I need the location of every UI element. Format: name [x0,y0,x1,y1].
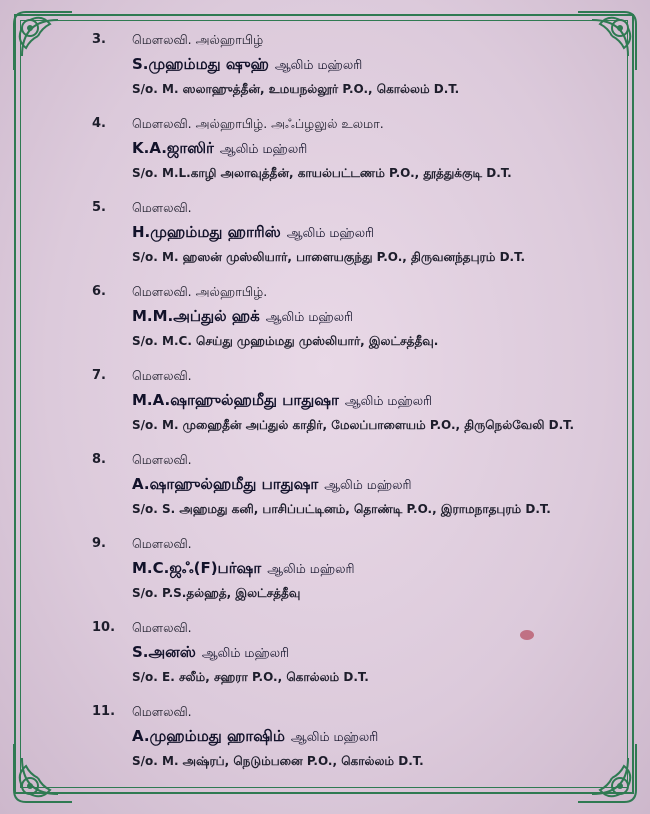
entry-name-text: H.முஹம்மது ஹாரிஸ் [132,223,281,241]
entry-number: 10. [92,620,116,635]
corner-ornament-icon [8,738,78,808]
entry-name-text: A.ஷாஹுல்ஹமீது பாதுஷா [132,475,319,493]
entry-degree: ஆலிம் மஹ்லரி [219,141,308,156]
entry-title: மௌலவி. [132,620,192,635]
entry-number: 4. [92,116,106,131]
entry-name [132,223,374,243]
entry-name-text: M.A.ஷாஹுல்ஹமீது பாதுஷா [132,391,339,409]
entry-name [132,55,362,75]
entry-number: 3. [92,32,106,47]
entry-degree: ஆலிம் மஹ்லரி [344,393,433,408]
entry-name-text: M.C.ஜஃ(F)பர்ஷா [132,559,262,577]
entry-name-text: S.அனஸ் [132,643,196,661]
entry-degree: ஆலிம் மஹ்லரி [267,561,355,576]
entry-name-text: A.முஹம்மது ஹாஷிம் [132,727,285,745]
entry-name [132,643,289,663]
entry-parentage: S/o. M. அஷ்ரப், நெடும்பனை P.O., கொல்லம் D.T. [132,754,424,768]
entry-name [132,391,432,411]
entry-title: மௌலவி. அல்ஹாபிழ். அஃப்ழலுல் உலமா. [132,116,384,131]
ink-stain [520,630,534,640]
entry-title: மௌலவி. [132,536,192,551]
entry-name-text: M.M.அப்துல் ஹக் [132,307,260,325]
entry-name [132,475,412,495]
entry-parentage: S/o. M.C. செய்து முஹம்மது முஸ்லியார், இலட்சத்தீவு. [132,334,439,348]
entry-title: மௌலவி. அல்ஹாபிழ் [132,32,264,47]
entry-number: 7. [92,368,106,383]
entry-number: 11. [92,704,116,719]
entry-number: 8. [92,452,106,467]
entry-degree: ஆலிம் மஹ்லரி [274,57,363,72]
entry-degree: ஆலிம் மஹ்லரி [286,225,375,240]
corner-ornament-icon [8,6,78,76]
entry-parentage: S/o. M. ஹஸன் முஸ்லியார், பாளையகுந்து P.O., திருவனந்தபுரம் D.T. [132,250,526,264]
entry-name-text: S.முஹம்மது ஷுஹ் [132,55,269,73]
entry-name [132,727,378,747]
entry-parentage: S/o. M.L.காழி அலாவுத்தீன், காயல்பட்டணம் P.O., தூத்துக்குடி D.T. [132,166,512,180]
entry-degree: ஆலிம் மஹ்லரி [201,645,290,660]
entry-degree: ஆலிம் மஹ்லரி [290,729,379,744]
entry-degree: ஆலிம் மஹ்லரி [324,477,412,492]
entry-name [132,559,355,579]
entry-number: 6. [92,284,106,299]
entry-parentage: S/o. M. முஹைதீன் அப்துல் காதிர், மேலப்பாளையம் P.O., திருநெல்வேலி D.T. [132,418,575,432]
entry-name [132,307,353,327]
entry-name [132,139,307,159]
entry-number: 9. [92,536,106,551]
entry-title: மௌலவி. [132,368,192,383]
entry-parentage: S/o. M. ஸலாஹுத்தீன், உமயநல்லூர் P.O., கொல்லம் D.T. [132,82,460,96]
entry-title: மௌலவி. [132,452,192,467]
entry-parentage: S/o. E. சலீம், சஹரா P.O., கொல்லம் D.T. [132,670,369,684]
corner-ornament-icon [572,6,642,76]
corner-ornament-icon [572,738,642,808]
entry-title: மௌலவி. அல்ஹாபிழ். [132,284,268,299]
entry-number: 5. [92,200,106,215]
entry-parentage: S/o. S. அஹமது கனி, பாசிப்பட்டினம், தொண்டி P.O., இராமநாதபுரம் D.T. [132,502,551,516]
entry-name-text: K.A.ஜாஸிர் [132,139,214,157]
entry-degree: ஆலிம் மஹ்லரி [265,309,354,324]
entry-parentage: S/o. P.S.தல்ஹத், இலட்சத்தீவு [132,586,301,600]
entry-title: மௌலவி. [132,200,192,215]
entry-title: மௌலவி. [132,704,192,719]
